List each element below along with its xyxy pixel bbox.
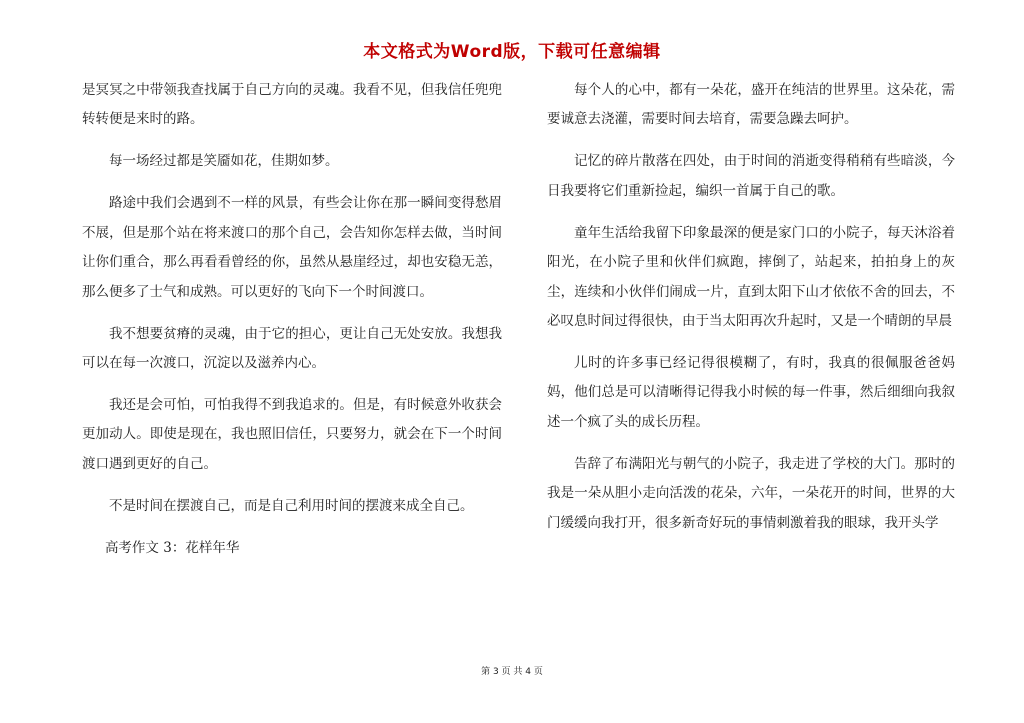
paragraph: 我不想要贫瘠的灵魂，由于它的担心，更让自己无处安放。我想我可以在每一次渡口，沉淀以及滋养内心。 <box>82 325 502 372</box>
section-heading: 高考作文 3：花样年华 <box>104 539 240 556</box>
left-column <box>82 76 502 576</box>
page-number-footer: 第 3 页 共 4 页 <box>481 667 543 677</box>
paragraph: 告辞了布满阳光与朝气的小院子，我走进了学校的大门。那时的我是一朵从胆小走向活泼的花朵，六年，一朵花开的时间，世界的大门缓缓向我打开，很多新奇好玩的事情刺激着我的眼球，我开头学 <box>547 455 955 531</box>
paragraph: 童年生活给我留下印象最深的便是家门口的小院子，每天沐浴着阳光，在小院子里和伙伴们疯跑，摔倒了，站起来，拍拍身上的灰尘，连续和小伙伴们闹成一片，直到太阳下山才依依不舍的回去，不必叹息时间过得很快，由于当太阳再次升起时，又是一个晴朗的早晨 <box>547 224 955 330</box>
paragraph: 不是时间在摆渡自己，而是自己利用时间的摆渡来成全自己。 <box>109 497 474 514</box>
paragraph: 路途中我们会遇到不一样的风景，有些会让你在那一瞬间变得愁眉不展，但是那个站在将来渡口的那个自己，会告知你怎样去做，当时间让你们重合，那么再看看曾经的你，虽然从悬崖经过，却也安稳无恙，那么便多了士气和成熟。可以更好的飞向下一个时间渡口。 <box>82 195 502 300</box>
paragraph: 儿时的许多事已经记得很模糊了，有时，我真的很佩服爸爸妈妈，他们总是可以清晰得记得我小时候的每一件事，然后细细向我叙述一个疯了头的成长历程。 <box>547 355 955 430</box>
paragraph: 每个人的心中，都有一朵花，盛开在纯洁的世界里。这朵花，需要诚意去浇灌，需要时间去培育，需要急躁去呵护。 <box>547 82 955 128</box>
paragraph: 记忆的碎片散落在四处，由于时间的消逝变得稍稍有些暗淡，今日我要将它们重新捡起，编织一首属于自己的歌。 <box>547 153 955 199</box>
document-header-title: 本文格式为Word版，下载可任意编辑 <box>363 42 661 62</box>
paragraph: 是冥冥之中带领我查找属于自己方向的灵魂。我看不见，但我信任兜兜转转便是来时的路。 <box>82 82 502 128</box>
paragraph: 每一场经过都是笑靥如花，佳期如梦。 <box>109 153 339 170</box>
right-column <box>547 76 955 551</box>
paragraph: 我还是会可怕，可怕我得不到我追求的。但是，有时候意外收获会更加动人。即使是现在，我也照旧信任，只要努力，就会在下一个时间渡口遇到更好的自己。 <box>82 397 502 472</box>
